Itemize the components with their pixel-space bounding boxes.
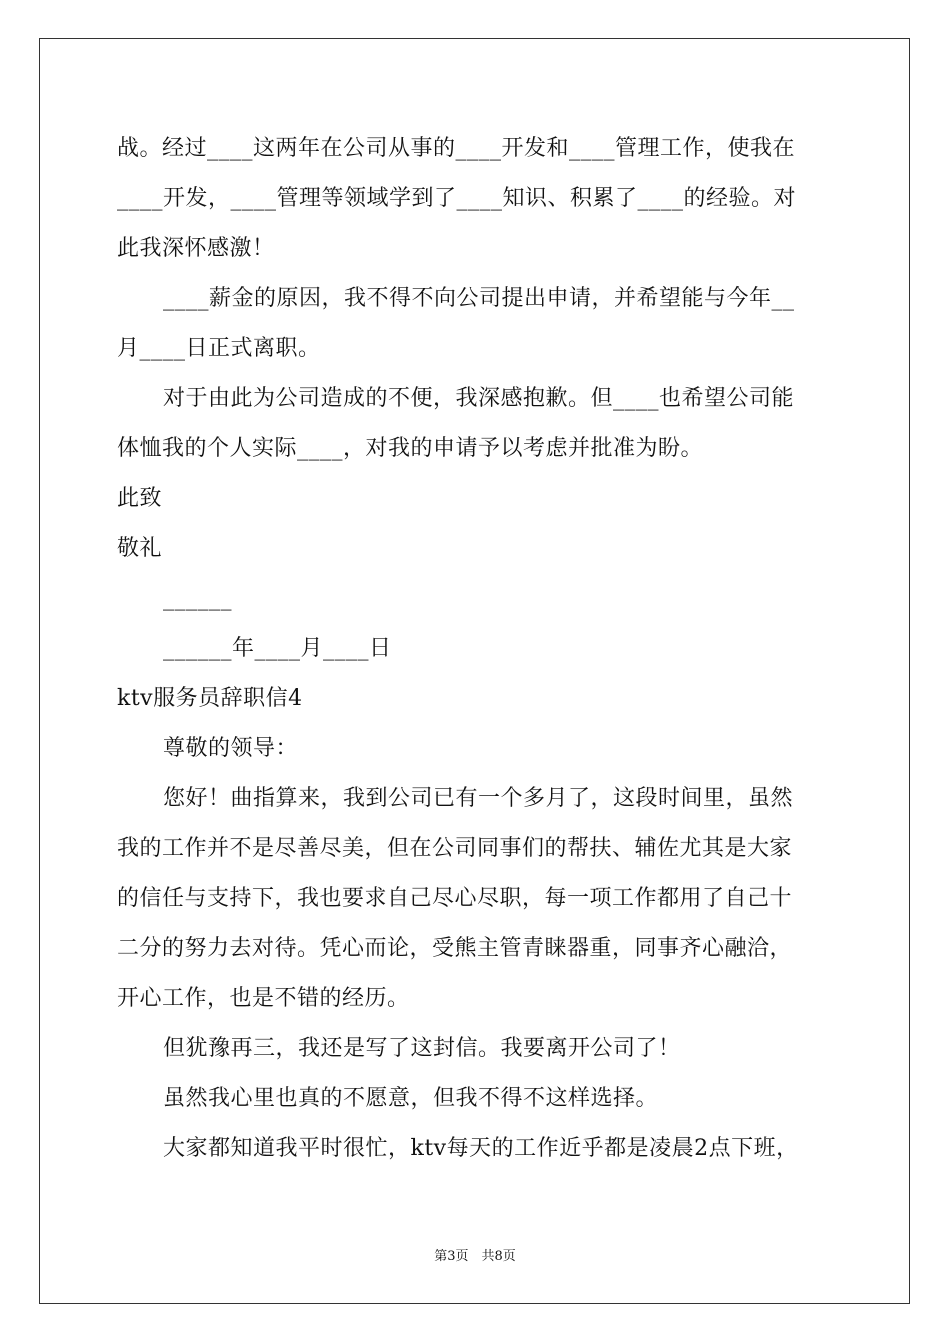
text-line: ____薪金的原因，我不得不向公司提出申请，并希望能与今年__ bbox=[163, 286, 795, 311]
text-line: 月____日正式离职。 bbox=[117, 336, 321, 361]
text-line: 虽然我心里也真的不愿意，但我不得不这样选择。 bbox=[163, 1086, 659, 1111]
text-line: 开心工作，也是不错的经历。 bbox=[117, 986, 410, 1011]
text-line: 体恤我的个人实际____，对我的申请予以考虑并批准为盼。 bbox=[117, 436, 704, 461]
salutation-closing: 此致 bbox=[117, 486, 163, 511]
salutation-regards: 敬礼 bbox=[117, 536, 163, 561]
page-number-footer: 第3页 共8页 bbox=[434, 1249, 516, 1264]
date-blank: ______年____月____日 bbox=[163, 636, 392, 661]
text-line: ____开发，____管理等领域学到了____知识、积累了____的经验。对 bbox=[117, 186, 797, 211]
text-line: 的信任与支持下，我也要求自己尽心尽职，每一项工作都用了自己十 bbox=[117, 886, 793, 911]
text-line: 我的工作并不是尽善尽美，但在公司同事们的帮扶、辅佐尤其是大家 bbox=[117, 836, 793, 861]
text-line: 大家都知道我平时很忙，ktv每天的工作近乎都是凌晨2点下班， bbox=[163, 1136, 799, 1161]
page-frame bbox=[39, 38, 910, 1304]
text-line: 但犹豫再三，我还是写了这封信。我要离开公司了！ bbox=[163, 1036, 681, 1061]
section-heading: ktv服务员辞职信4 bbox=[117, 686, 303, 711]
signature-blank: ______ bbox=[163, 586, 232, 611]
text-line: 对于由此为公司造成的不便，我深感抱歉。但____也希望公司能 bbox=[163, 386, 795, 411]
text-line: 您好！曲指算来，我到公司已有一个多月了，这段时间里，虽然 bbox=[163, 786, 794, 811]
text-line: 此我深怀感激！ bbox=[117, 236, 275, 261]
text-line: 二分的努力去对待。凭心而论，受熊主管青睐器重，同事齐心融洽， bbox=[117, 936, 793, 961]
letter-greeting: 尊敬的领导： bbox=[163, 736, 299, 761]
text-line: 战。经过____这两年在公司从事的____开发和____管理工作，使我在 bbox=[117, 136, 796, 161]
